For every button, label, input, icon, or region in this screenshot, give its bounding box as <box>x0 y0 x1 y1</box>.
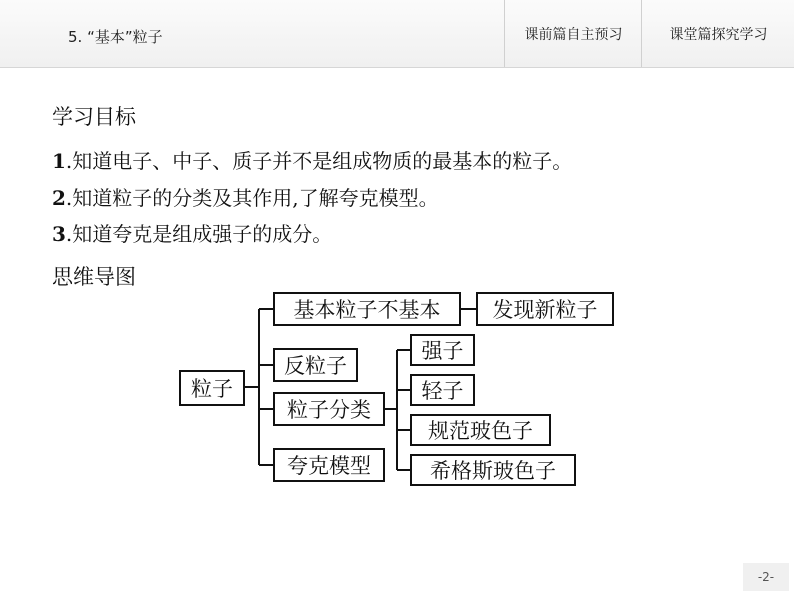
objective-number: 1 <box>52 149 66 173</box>
objective-number: 2 <box>52 186 66 210</box>
mindmap-class-node: 规范玻色子 <box>410 414 551 446</box>
mindmap-class-node: 希格斯玻色子 <box>410 454 576 486</box>
mindmap-branch-node: 反粒子 <box>273 348 358 382</box>
mindmap-heading: 思维导图 <box>52 265 136 289</box>
mindmap-branch-node: 夸克模型 <box>273 448 385 482</box>
mindmap-discovery-node: 发现新粒子 <box>476 292 614 326</box>
objective-number: 3 <box>52 222 66 246</box>
tab-preview[interactable]: 课前篇自主预习 <box>504 0 642 67</box>
tab-classroom[interactable]: 课堂篇探究学习 <box>641 0 794 67</box>
lesson-title: 5. “基本”粒子 <box>68 28 163 46</box>
mindmap-branch-node: 粒子分类 <box>273 392 385 426</box>
mindmap-class-node: 强子 <box>410 334 475 366</box>
objectives-heading: 学习目标 <box>52 105 136 129</box>
objective-item <box>52 182 439 211</box>
mindmap-class-node: 轻子 <box>410 374 475 406</box>
objective-item <box>52 145 572 174</box>
header-bar <box>0 0 794 68</box>
mindmap-branch-node: 基本粒子不基本 <box>273 292 461 326</box>
objective-text: .知道电子、中子、质子并不是组成物质的最基本的粒子。 <box>65 149 573 173</box>
objective-text: .知道夸克是组成强子的成分。 <box>65 222 333 246</box>
objective-item <box>52 218 332 247</box>
mindmap-root-node: 粒子 <box>179 370 245 406</box>
objective-text: .知道粒子的分类及其作用,了解夸克模型。 <box>65 186 439 210</box>
page-number: -2- <box>743 563 789 591</box>
